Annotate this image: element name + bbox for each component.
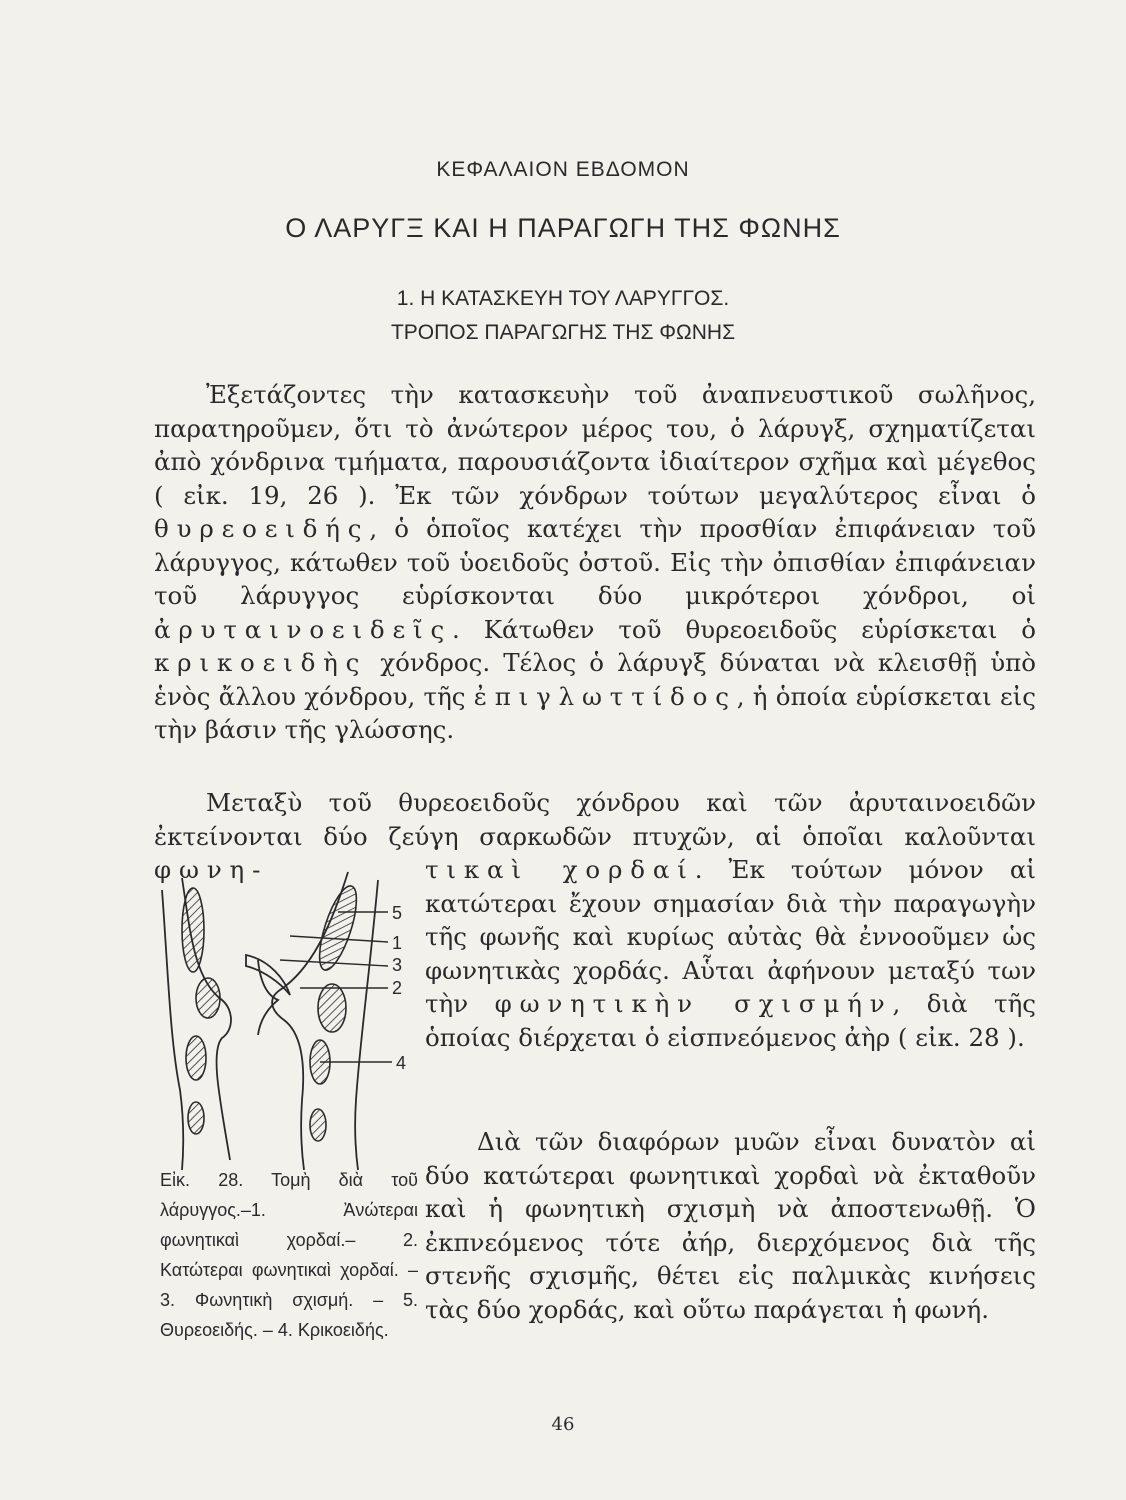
right-thyroid-shape: [312, 882, 364, 974]
term-glottis: φωνητικὴν σχισμήν: [494, 989, 893, 1018]
term-arytenoid: ἀρυταινοειδεῖς: [154, 614, 453, 644]
term-cricoid: κρικοειδὴς: [154, 648, 368, 677]
section-heading-line1: 1. Η ΚΑΤΑΣΚΕΥΗ ΤΟΥ ΛΑΡΥΓΓΟΣ.: [396, 287, 730, 310]
left-mid-cartilage: [196, 978, 220, 1018]
left-cricoid-shape: [186, 1036, 206, 1080]
text-run: χόνδρος. Τέλος ὁ λάρυγξ δύναται νὰ κλεισθῇ ὑπὸ ἑνὸς ἄλλου χόνδρου, τῆς: [154, 648, 1036, 711]
right-mid-cartilage: [318, 984, 346, 1032]
term-vocal-part1: φωνη-: [154, 855, 269, 884]
text-run: . Κάτωθεν τοῦ θυρεοειδοῦς εὑρίσκεται ὁ: [452, 614, 1036, 644]
paragraph-vocal-cords-cont: [425, 853, 1036, 1054]
paragraph-larynx-structure: [154, 378, 1036, 747]
right-lower-ring: [310, 1109, 326, 1141]
section-heading-line2: ΤΡΟΠΟΣ ΠΑΡΑΓΩΓΗΣ ΤΗΣ ΦΩΝΗΣ: [390, 321, 736, 344]
term-epiglottis: ἐπιγλωττίδος: [473, 681, 737, 711]
label-4: 4: [396, 1053, 407, 1073]
figure-caption: Εἰκ. 28. Τομὴ διὰ τοῦ λάρυγγος.–1. Ἀνώτεραι φωνητικαὶ χορδαί.– 2. Κατώτεραι φωνητικαὶ χορδαί. – 3. Φωνητικὴ σχισμή. – 5. Θυρεοειδής. – 4. Κρικοειδής.: [160, 1170, 418, 1340]
label-5: 5: [392, 903, 403, 923]
paragraph-voice-production: Διὰ τῶν διαφόρων μυῶν εἶναι δυνατὸν αἱ δύο κατώτεραι φωνητικαὶ χορδαὶ νὰ ἐκταθοῦν καὶ ἡ φωνητικὴ σχισμὴ νὰ ἀποστενωθῇ. Ὁ ἐκπνεόμενος τότε ἀήρ, διερχόμενος διὰ τῆς στενῆς σχισμῆς, θέτει εἰς παλμικὰς κινήσεις τὰς δύο χορδάς, καὶ οὕτω παράγεται ἡ φωνή.: [425, 1127, 1036, 1324]
text-run: , ἡ ὁποία εὑρίσκεται εἰς τὴν βάσιν τῆς γλώσσης.: [154, 681, 1036, 744]
term-vocal-part2: τικαὶ χορδαί: [425, 855, 695, 884]
label-3: 3: [392, 955, 403, 975]
text-run: , ὁ ὁποῖος κατέχει τὴν προσθίαν ἐπιφάνειαν τοῦ λάρυγγος, κάτωθεν τοῦ ὑοειδοῦς ὀστοῦ. Εἰς τὴν ὀπισθίαν ἐπιφάνειαν τοῦ λάρυγγος εὑρίσκονται δύο μικρότεροι χόνδροι, οἱ: [154, 514, 1036, 610]
text-run: Ἐξετάζοντες τὴν κατασκευὴν τοῦ ἀναπνευστικοῦ σωλῆνος, παρατηροῦμεν, ὅτι τὸ ἀνώτερον μέρος του, ὁ λάρυγξ, σχηματίζεται ἀπὸ χόνδρινα τμήματα, παρουσιάζοντα ἰδιαίτερον σχῆμα καὶ μέγεθος ( εἰκ. 19, 26 ). Ἐκ τῶν χόνδρων τούτων μεγαλύτερος εἶναι ὁ: [154, 380, 1036, 510]
label-1: 1: [392, 933, 403, 953]
page-number: 46: [551, 1414, 575, 1435]
text-run: . Ἐκ τούτων μόνον αἱ κατώτεραι ἔχουν σημασίαν διὰ τὴν παραγωγὴν τῆς φωνῆς καὶ κυρίως αὐτὰς θὰ ἐννοοῦμεν ὡς φωνητικὰς χορδάς. Αὗται ἀφήνουν μεταξύ των τὴν: [425, 855, 1036, 1018]
left-thyroid-shape: [182, 888, 204, 972]
label-2: 2: [392, 978, 403, 998]
chapter-heading: ΚΕΦΑΛΑΙΟΝ ΕΒΔΟΜΟΝ: [436, 158, 690, 181]
term-thyroid: θυρεοειδής: [154, 514, 370, 543]
text-run: , διὰ τῆς ὁποίας διέρχεται ὁ εἰσπνεόμενος ἀὴρ ( εἰκ. 28 ).: [425, 989, 1036, 1052]
chapter-title: Ο ΛΑΡΥΓΞ ΚΑΙ Η ΠΑΡΑΓΩΓΗ ΤΗΣ ΦΩΝΗΣ: [285, 213, 841, 243]
left-lower-ring: [188, 1102, 204, 1134]
text-run: Μεταξὺ τοῦ θυρεοειδοῦς χόνδρου καὶ τῶν ἀρυταινοειδῶν ἐκτείνονται δύο ζεύγη σαρκωδῶν πτυχῶν, αἱ ὁποῖαι καλοῦνται: [154, 788, 1036, 851]
larynx-section-figure: [160, 870, 420, 1170]
